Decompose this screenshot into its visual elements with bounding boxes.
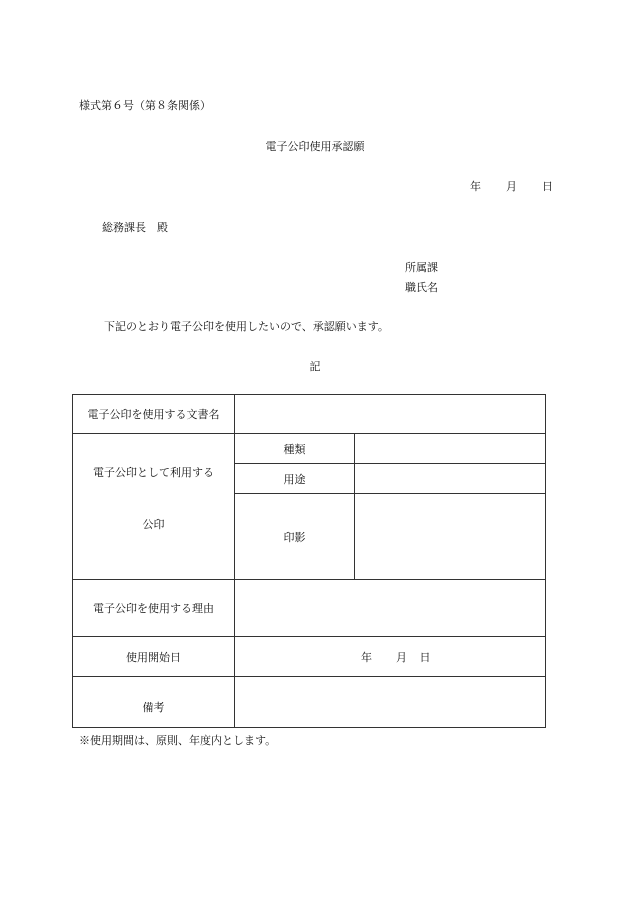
- document-title: 電子公印使用承認願: [265, 140, 365, 153]
- start-date-field[interactable]: [235, 637, 546, 677]
- form-number: 様式第６号（第８条関係）: [79, 99, 211, 112]
- addressee: 総務課長 殿: [102, 221, 168, 234]
- type-field[interactable]: [355, 434, 546, 464]
- table-row: [73, 395, 546, 434]
- start-date-day: 日: [419, 650, 431, 664]
- date-month: 月: [506, 180, 517, 193]
- seal-label-line1: 電子公印として利用する: [93, 466, 214, 479]
- seal-label-line2: 公印: [142, 518, 165, 531]
- purpose-label: 用途: [235, 464, 355, 494]
- department-label: 所属課: [405, 261, 438, 274]
- table-row: [73, 637, 546, 677]
- date-line: [470, 178, 553, 194]
- remarks-field[interactable]: [235, 677, 546, 728]
- remarks-label: [73, 677, 235, 728]
- reason-label: 電子公印を使用する理由: [73, 580, 235, 637]
- seal-label-cell: [73, 434, 235, 580]
- date-year: 年: [470, 180, 481, 193]
- date-day: 日: [542, 180, 553, 193]
- table-row: [73, 434, 546, 464]
- start-date-year: 年: [361, 650, 372, 664]
- application-table: [72, 394, 546, 728]
- note: ※使用期間は、原則、年度内とします。: [79, 734, 277, 747]
- impression-label: 印影: [235, 494, 355, 580]
- name-label: 職氏名: [405, 281, 438, 294]
- start-date-month: 月: [396, 650, 407, 664]
- table-row: [73, 677, 546, 728]
- type-label: 種類: [235, 434, 355, 464]
- table-row: [73, 580, 546, 637]
- remarks-label-text: 備考: [142, 701, 165, 714]
- ki-heading: 記: [309, 360, 321, 373]
- doc-name-label: 電子公印を使用する文書名: [73, 395, 235, 434]
- impression-field[interactable]: [355, 494, 546, 580]
- purpose-field[interactable]: [355, 464, 546, 494]
- body-text: 下記のとおり電子公印を使用したいので、承認願います。: [104, 320, 389, 333]
- doc-name-field[interactable]: [235, 395, 546, 434]
- reason-field[interactable]: [235, 580, 546, 637]
- start-date-label: 使用開始日: [73, 637, 235, 677]
